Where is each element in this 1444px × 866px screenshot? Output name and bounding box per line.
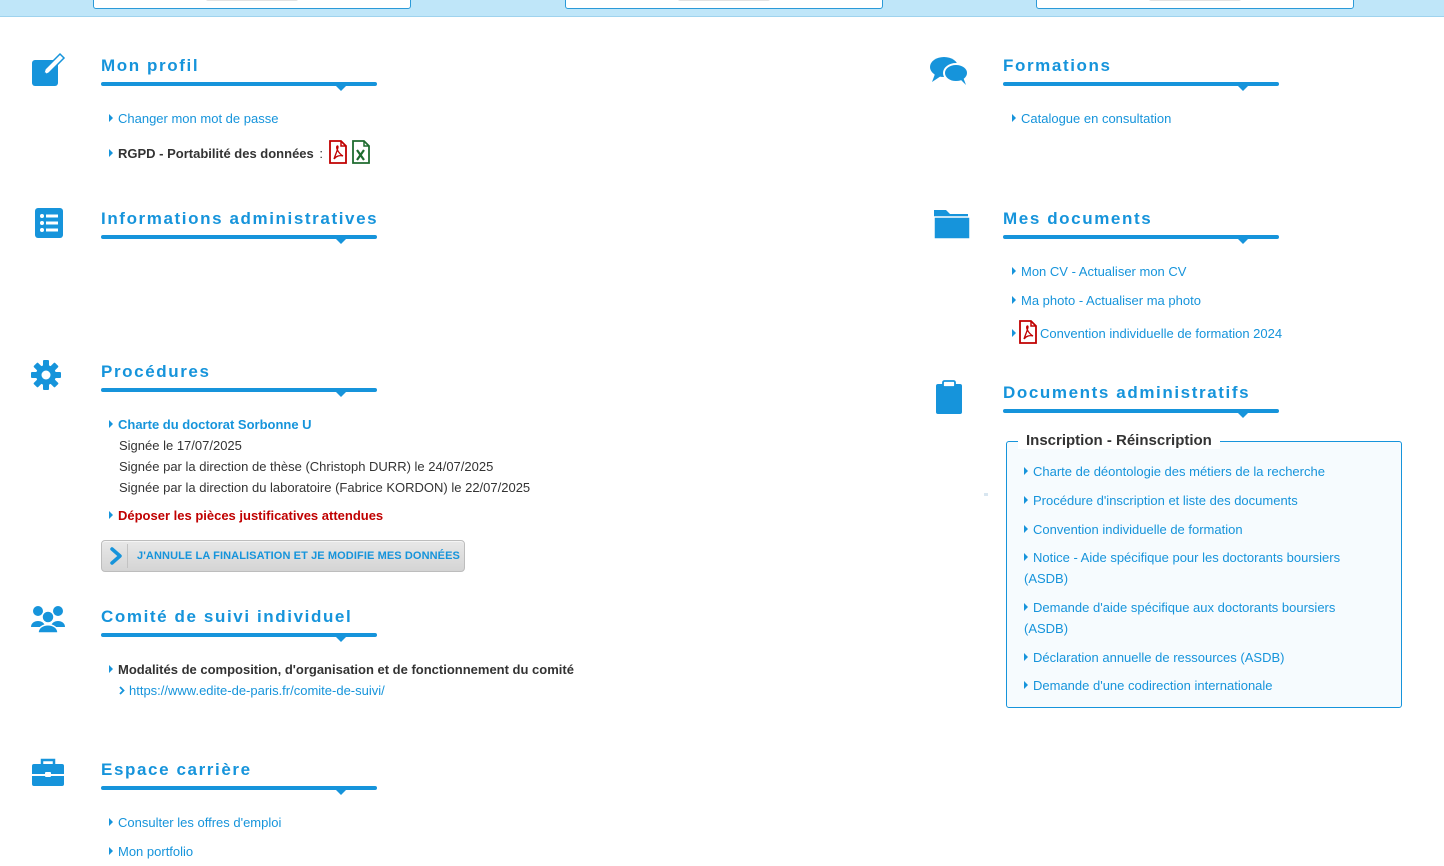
top-strip <box>0 0 1444 17</box>
caret-right-icon <box>1024 681 1028 689</box>
section-title-procedures: Procédures <box>101 362 211 381</box>
doc-admin-link-label: Demande d'une codirection internationale <box>1033 678 1273 693</box>
caret-right-icon <box>1024 653 1028 661</box>
doc-admin-link[interactable] <box>1024 675 1369 696</box>
inscription-legend: Inscription - Réinscription <box>1018 432 1220 449</box>
folder-icon <box>932 206 968 242</box>
change-password-label: Changer mon mot de passe <box>118 111 279 126</box>
comite-url-link[interactable] <box>119 683 385 698</box>
offres-emploi-label: Consulter les offres d'emploi <box>118 815 282 830</box>
caret-right-icon <box>109 114 113 122</box>
chevron-right-icon <box>119 683 125 698</box>
top-box[interactable] <box>1036 0 1354 9</box>
caret-right-icon <box>1012 329 1016 337</box>
caret-right-icon <box>1024 467 1028 475</box>
modalites-label: Modalités de composition, d'organisation et de fonctionnement du comité <box>118 662 574 677</box>
caret-right-icon <box>109 847 113 855</box>
annule-finalisation-button[interactable] <box>101 540 465 572</box>
top-box[interactable] <box>93 0 411 9</box>
offres-emploi-link[interactable] <box>109 815 281 830</box>
signed-lab-direction: Signée par la direction du laboratoire (Fabrice KORDON) le 22/07/2025 <box>119 480 531 495</box>
section-title-formations: Formations <box>1003 56 1112 75</box>
section-title-comite: Comité de suivi individuel <box>101 607 353 626</box>
section-title-espace-carriere: Espace carrière <box>101 760 252 779</box>
top-box-knob <box>206 0 298 1</box>
modalites-comite <box>109 662 574 677</box>
rgpd-separator: : <box>319 146 324 161</box>
doc-admin-link-label: Procédure d'inscription et liste des documents <box>1033 493 1298 508</box>
users-icon <box>30 603 66 639</box>
portfolio-link[interactable] <box>109 844 193 859</box>
deposer-pieces-label: Déposer les pièces justificatives attendues <box>118 508 384 523</box>
portfolio-label: Mon portfolio <box>118 844 194 859</box>
caret-right-icon <box>1024 603 1028 611</box>
caret-right-icon <box>109 665 113 673</box>
excel-file-icon[interactable] <box>352 140 370 167</box>
caret-right-icon <box>1012 114 1016 122</box>
photo-link[interactable] <box>1012 293 1201 308</box>
change-password-link[interactable] <box>109 111 278 126</box>
section-divider <box>101 633 377 643</box>
doc-admin-link-label: Demande d'aide spécifique aux doctorants boursiers (ASDB) <box>1024 600 1336 636</box>
doc-admin-link[interactable] <box>1024 647 1369 668</box>
catalogue-label: Catalogue en consultation <box>1021 111 1172 126</box>
section-title-documents-administratifs: Documents administratifs <box>1003 383 1251 402</box>
deposer-pieces-link[interactable] <box>109 508 383 523</box>
section-divider <box>101 388 377 398</box>
catalogue-link[interactable] <box>1012 111 1171 126</box>
rgpd-row <box>109 140 370 167</box>
signed-thesis-direction: Signée par la direction de thèse (Christoph DURR) le 24/07/2025 <box>119 459 494 474</box>
edit-icon <box>30 52 66 88</box>
convention-2024-link[interactable] <box>1012 320 1282 347</box>
list-icon <box>34 207 70 243</box>
section-divider <box>101 235 377 245</box>
comite-url-label: https://www.edite-de-paris.fr/comite-de-suivi/ <box>129 683 385 698</box>
caret-right-icon <box>109 420 113 428</box>
caret-right-icon <box>1024 553 1028 561</box>
section-divider <box>1003 235 1279 245</box>
photo-label: Ma photo - Actualiser ma photo <box>1021 293 1201 308</box>
charte-doctorat-label: Charte du doctorat Sorbonne U <box>118 417 312 432</box>
cv-link[interactable] <box>1012 264 1186 279</box>
chevron-right-icon <box>106 544 128 568</box>
doc-admin-link[interactable] <box>1024 490 1369 511</box>
caret-right-icon <box>1024 525 1028 533</box>
convention-2024-label: Convention individuelle de formation 2024 <box>1040 326 1283 341</box>
section-divider <box>1003 82 1279 92</box>
caret-right-icon <box>1024 496 1028 504</box>
signed-date: Signée le 17/07/2025 <box>119 438 242 453</box>
doc-admin-link-label: Notice - Aide spécifique pour les doctorants boursiers (ASDB) <box>1024 550 1341 586</box>
cv-label: Mon CV - Actualiser mon CV <box>1021 264 1187 279</box>
section-divider <box>1003 409 1279 419</box>
top-box[interactable] <box>565 0 883 9</box>
briefcase-icon <box>30 757 66 793</box>
top-box-knob <box>678 0 770 1</box>
annule-finalisation-label: J'ANNULE LA FINALISATION ET JE MODIFIE MES DONNÉES <box>137 550 460 562</box>
doc-admin-link[interactable] <box>1024 519 1369 540</box>
caret-right-icon <box>109 818 113 826</box>
gear-icon <box>30 359 66 395</box>
section-divider <box>101 82 377 92</box>
doc-admin-link[interactable] <box>1024 461 1369 482</box>
doc-admin-link[interactable] <box>1024 597 1369 639</box>
section-title-mon-profil: Mon profil <box>101 56 200 75</box>
clipboard-icon <box>934 380 970 416</box>
comments-icon <box>929 54 965 90</box>
section-divider <box>101 786 377 796</box>
doc-admin-link-label: Déclaration annuelle de ressources (ASDB) <box>1033 650 1285 665</box>
section-title-mes-documents: Mes documents <box>1003 209 1153 228</box>
decorative-dot <box>984 493 988 496</box>
pdf-file-icon <box>1019 320 1037 347</box>
caret-right-icon <box>1012 267 1016 275</box>
caret-right-icon <box>109 511 113 519</box>
doc-admin-link-label: Convention individuelle de formation <box>1033 522 1243 537</box>
charte-doctorat-link[interactable] <box>109 417 312 432</box>
pdf-file-icon[interactable] <box>329 140 347 167</box>
caret-right-icon <box>1012 296 1016 304</box>
section-title-informations-administratives: Informations administratives <box>101 209 379 228</box>
doc-admin-link[interactable] <box>1024 547 1369 589</box>
caret-right-icon <box>109 149 113 157</box>
rgpd-label: RGPD - Portabilité des données <box>118 146 314 161</box>
doc-admin-link-label: Charte de déontologie des métiers de la recherche <box>1033 464 1325 479</box>
top-box-knob <box>1149 0 1241 1</box>
